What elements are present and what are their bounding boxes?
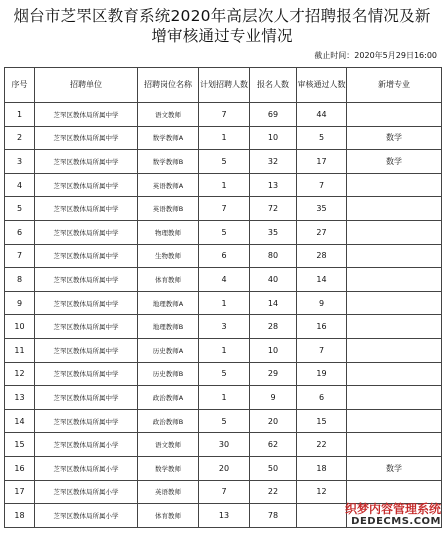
cell-pass: 7 <box>297 173 347 197</box>
cell-pass: 6 <box>297 386 347 410</box>
cell-plan: 3 <box>199 315 250 339</box>
cell-pass: 5 <box>297 126 347 150</box>
cell-pass: 19 <box>297 362 347 386</box>
cell-unit: 芝罘区教体局所属中学 <box>35 126 138 150</box>
cell-position: 数学教师B <box>138 150 199 174</box>
cell-plan: 1 <box>199 386 250 410</box>
cell-pass: 17 <box>297 150 347 174</box>
cell-position: 英语教师B <box>138 197 199 221</box>
cell-apply: 62 <box>250 433 297 457</box>
cell-apply: 50 <box>250 456 297 480</box>
watermark-line-1: 织梦内容管理系统 <box>344 502 441 516</box>
cell-position: 物理教师 <box>138 220 199 244</box>
cell-major: 数学 <box>347 456 442 480</box>
table-row <box>5 315 442 339</box>
cell-apply: 10 <box>250 126 297 150</box>
cell-plan: 13 <box>199 504 250 528</box>
table-row <box>5 268 442 292</box>
cell-plan: 1 <box>199 338 250 362</box>
registration-table <box>4 67 442 528</box>
cell-apply: 78 <box>250 504 297 528</box>
header-pass: 审核通过人数 <box>297 68 347 103</box>
cell-major <box>347 433 442 457</box>
cell-unit: 芝罘区教体局所属小学 <box>35 504 138 528</box>
cell-plan: 5 <box>199 362 250 386</box>
table-row <box>5 197 442 221</box>
cell-position: 地理教师B <box>138 315 199 339</box>
table-row <box>5 386 442 410</box>
cell-major <box>347 197 442 221</box>
cell-plan: 4 <box>199 268 250 292</box>
cell-position: 政治教师A <box>138 386 199 410</box>
cell-apply: 28 <box>250 315 297 339</box>
table-row <box>5 173 442 197</box>
cell-no: 6 <box>5 220 35 244</box>
cell-position: 数学教师A <box>138 126 199 150</box>
cell-major <box>347 338 442 362</box>
cell-no: 7 <box>5 244 35 268</box>
cell-no: 10 <box>5 315 35 339</box>
cell-unit: 芝罘区教体局所属中学 <box>35 362 138 386</box>
cell-major: 数学 <box>347 126 442 150</box>
cell-position: 英语教师A <box>138 173 199 197</box>
cell-apply: 40 <box>250 268 297 292</box>
cell-no: 13 <box>5 386 35 410</box>
cell-pass: 7 <box>297 338 347 362</box>
cell-plan: 1 <box>199 291 250 315</box>
table-header-row <box>5 68 442 103</box>
cell-major <box>347 315 442 339</box>
cell-unit: 芝罘区教体局所属中学 <box>35 103 138 127</box>
cell-plan: 5 <box>199 220 250 244</box>
table-row <box>5 126 442 150</box>
cell-pass: 15 <box>297 409 347 433</box>
cell-plan: 1 <box>199 173 250 197</box>
header-position: 招聘岗位名称 <box>138 68 199 103</box>
cell-plan: 5 <box>199 150 250 174</box>
cell-position: 数学教师 <box>138 456 199 480</box>
cell-position: 体育教师 <box>138 504 199 528</box>
cell-no: 11 <box>5 338 35 362</box>
cell-apply: 72 <box>250 197 297 221</box>
cell-position: 政治教师B <box>138 409 199 433</box>
cell-no: 15 <box>5 433 35 457</box>
cell-position: 语文教师 <box>138 433 199 457</box>
cell-apply: 69 <box>250 103 297 127</box>
cell-major <box>347 103 442 127</box>
table-row <box>5 244 442 268</box>
cell-apply: 10 <box>250 338 297 362</box>
table-row <box>5 103 442 127</box>
cell-pass: 12 <box>297 480 347 504</box>
cell-pass: 44 <box>297 103 347 127</box>
cell-major <box>347 220 442 244</box>
cell-unit: 芝罘区教体局所属中学 <box>35 291 138 315</box>
table-row <box>5 291 442 315</box>
header-no: 序号 <box>5 68 35 103</box>
cell-position: 英语教师 <box>138 480 199 504</box>
table-row <box>5 338 442 362</box>
cell-pass: 22 <box>297 433 347 457</box>
cell-apply: 14 <box>250 291 297 315</box>
cell-unit: 芝罘区教体局所属中学 <box>35 220 138 244</box>
cell-unit: 芝罘区教体局所属中学 <box>35 386 138 410</box>
title-line-2: 增审核通过专业情况 <box>151 27 293 45</box>
cell-pass: 28 <box>297 244 347 268</box>
cell-no: 5 <box>5 197 35 221</box>
cell-plan: 30 <box>199 433 250 457</box>
cell-position: 生物教师 <box>138 244 199 268</box>
cell-major <box>347 386 442 410</box>
cell-plan: 7 <box>199 480 250 504</box>
cell-plan: 7 <box>199 197 250 221</box>
cell-no: 14 <box>5 409 35 433</box>
table-row <box>5 220 442 244</box>
cell-apply: 13 <box>250 173 297 197</box>
title-line-1: 烟台市芝罘区教育系统2020年高层次人才招聘报名情况及新 <box>13 7 431 25</box>
cell-pass: 14 <box>297 268 347 292</box>
cell-major <box>347 291 442 315</box>
header-major: 新增专业 <box>347 68 442 103</box>
cell-position: 语文教师 <box>138 103 199 127</box>
cell-unit: 芝罘区教体局所属中学 <box>35 409 138 433</box>
cell-no: 12 <box>5 362 35 386</box>
cell-unit: 芝罘区教体局所属中学 <box>35 197 138 221</box>
table-row <box>5 409 442 433</box>
cell-plan: 7 <box>199 103 250 127</box>
cell-pass: 9 <box>297 291 347 315</box>
header-plan: 计划招聘人数 <box>199 68 250 103</box>
cell-pass: 18 <box>297 456 347 480</box>
cell-apply: 20 <box>250 409 297 433</box>
cell-no: 8 <box>5 268 35 292</box>
cell-plan: 6 <box>199 244 250 268</box>
cell-unit: 芝罘区教体局所属中学 <box>35 173 138 197</box>
watermark-line-2: DEDECMS.COM <box>351 516 441 527</box>
cell-plan: 1 <box>199 126 250 150</box>
cell-apply: 80 <box>250 244 297 268</box>
cell-no: 3 <box>5 150 35 174</box>
watermark-logo <box>313 500 441 530</box>
table-row <box>5 362 442 386</box>
cell-unit: 芝罘区教体局所属中学 <box>35 315 138 339</box>
header-unit: 招聘单位 <box>35 68 138 103</box>
cell-unit: 芝罘区教体局所属中学 <box>35 150 138 174</box>
cell-no: 4 <box>5 173 35 197</box>
document-title <box>6 6 438 46</box>
cell-apply: 9 <box>250 386 297 410</box>
cell-apply: 22 <box>250 480 297 504</box>
cutoff-time: 截止时间：2020年5月29日16:00 <box>314 51 437 60</box>
table-body <box>5 103 442 528</box>
cell-plan: 5 <box>199 409 250 433</box>
cell-apply: 35 <box>250 220 297 244</box>
cell-unit: 芝罘区教体局所属中学 <box>35 244 138 268</box>
header-apply: 报名人数 <box>250 68 297 103</box>
cell-no: 17 <box>5 480 35 504</box>
cell-position: 历史教师A <box>138 338 199 362</box>
cell-major <box>347 244 442 268</box>
cell-position: 历史教师B <box>138 362 199 386</box>
cell-pass: 16 <box>297 315 347 339</box>
cell-unit: 芝罘区教体局所属小学 <box>35 456 138 480</box>
cell-no: 1 <box>5 103 35 127</box>
cell-plan: 20 <box>199 456 250 480</box>
cell-unit: 芝罘区教体局所属中学 <box>35 338 138 362</box>
cell-no: 16 <box>5 456 35 480</box>
cell-major <box>347 173 442 197</box>
cell-no: 18 <box>5 504 35 528</box>
cell-major <box>347 409 442 433</box>
cell-unit: 芝罘区教体局所属小学 <box>35 480 138 504</box>
cell-no: 9 <box>5 291 35 315</box>
cell-pass: 27 <box>297 220 347 244</box>
cell-unit: 芝罘区教体局所属中学 <box>35 268 138 292</box>
table-row <box>5 456 442 480</box>
cell-major <box>347 268 442 292</box>
cell-no: 2 <box>5 126 35 150</box>
cell-pass: 35 <box>297 197 347 221</box>
cell-apply: 32 <box>250 150 297 174</box>
cell-major <box>347 362 442 386</box>
cell-position: 体育教师 <box>138 268 199 292</box>
cell-unit: 芝罘区教体局所属小学 <box>35 433 138 457</box>
table-row <box>5 150 442 174</box>
cell-position: 地理教师A <box>138 291 199 315</box>
cell-major: 数学 <box>347 150 442 174</box>
table-row <box>5 433 442 457</box>
cell-apply: 29 <box>250 362 297 386</box>
